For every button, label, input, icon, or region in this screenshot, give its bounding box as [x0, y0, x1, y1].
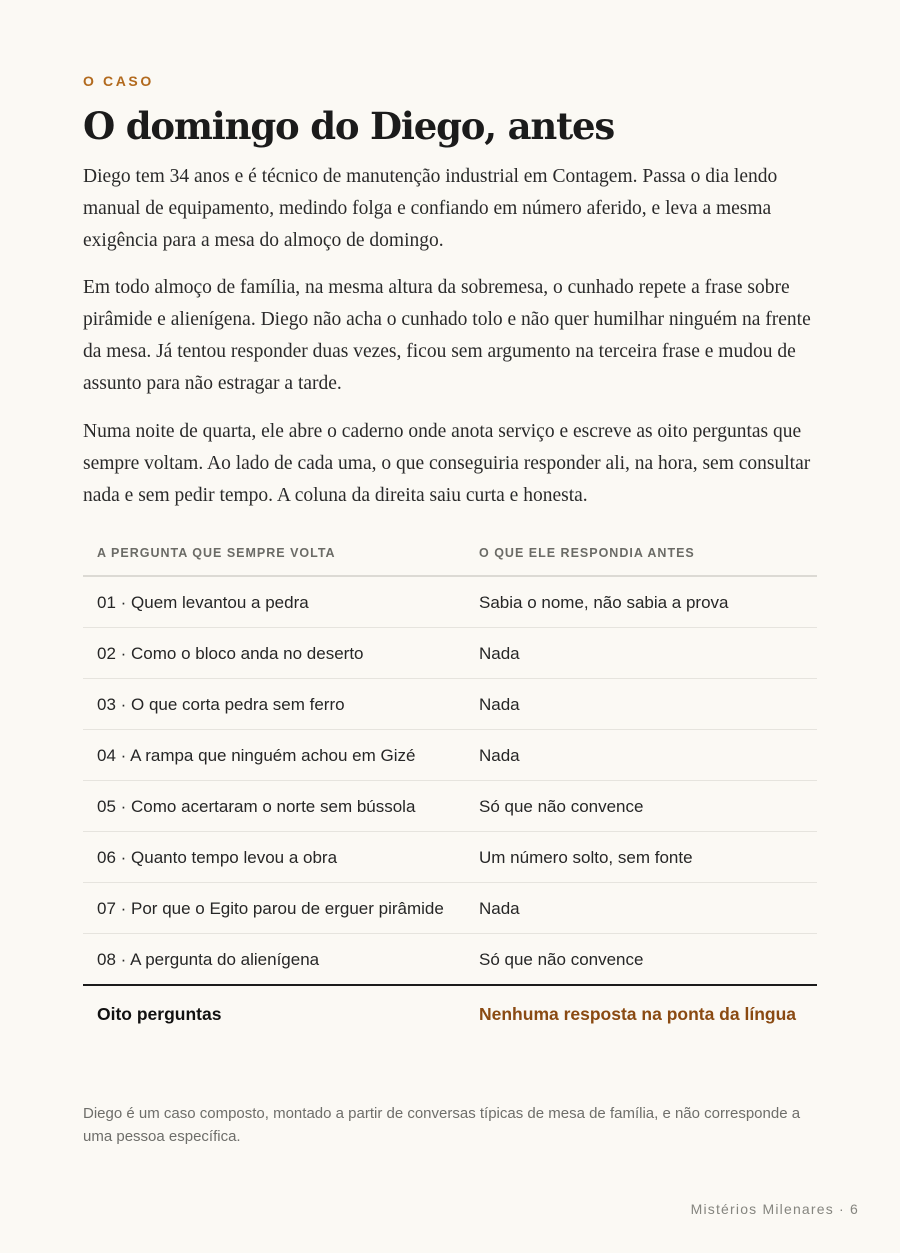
question-cell: 07 · Por que o Egito parou de erguer pirâmide	[83, 883, 465, 934]
table-row	[83, 628, 817, 679]
paragraph-family-lunch: Em todo almoço de família, na mesma altura da sobremesa, o cunhado repete a frase sobre pirâmide e alienígena. Diego não acha o cunhado tolo e não quer humilhar ninguém na frente da mesa. Já tentou responder duas vezes, ficou sem argumento na terceira frase e mudou de assunto para não estragar a tarde.	[83, 277, 811, 394]
paragraph-notebook: Numa noite de quarta, ele abre o caderno onde anota serviço e escreve as oito perguntas que sempre voltam. Ao lado de cada uma, o que conseguiria responder ali, na hora, sem consultar nada e sem pedir tempo. A coluna da direita saiu curta e honesta.	[83, 421, 811, 506]
answer-cell: Nada	[465, 730, 817, 781]
composite-case-note: Diego é um caso composto, montado a partir de conversas típicas de mesa de família, e não corresponde a uma pessoa específica.	[83, 1105, 801, 1145]
column-header-answer: O QUE ELE RESPONDIA ANTES	[465, 531, 817, 576]
paragraph-intro: Diego tem 34 anos e é técnico de manutenção industrial em Contagem. Passa o dia lendo manual de equipamento, medindo folga e confiando em número aferido, e leva a mesma exigência para a mesa do almoço de domingo.	[83, 166, 778, 251]
answer-cell: Só que não convence	[465, 934, 817, 986]
answer-cell: Sabia o nome, não sabia a prova	[465, 576, 817, 628]
question-cell: 03 · O que corta pedra sem ferro	[83, 679, 465, 730]
question-cell: 06 · Quanto tempo levou a obra	[83, 832, 465, 883]
question-cell: 04 · A rampa que ninguém achou em Gizé	[83, 730, 465, 781]
question-cell: 05 · Como acertaram o norte sem bússola	[83, 781, 465, 832]
table-row	[83, 679, 817, 730]
column-header-question: A PERGUNTA QUE SEMPRE VOLTA	[83, 531, 465, 576]
table-row	[83, 730, 817, 781]
question-cell: 02 · Como o bloco anda no deserto	[83, 628, 465, 679]
table-row	[83, 576, 817, 628]
table-header-row	[83, 531, 817, 576]
total-label: Oito perguntas	[97, 1004, 222, 1024]
answer-cell: Nada	[465, 679, 817, 730]
table-row	[83, 781, 817, 832]
section-eyebrow: O CASO	[83, 73, 154, 89]
answer-cell: Nada	[465, 883, 817, 934]
answer-cell: Nada	[465, 628, 817, 679]
table-row	[83, 934, 817, 986]
total-value: Nenhuma resposta na ponta da língua	[479, 1004, 796, 1024]
page-footer: Mistérios Milenares · 6	[690, 1201, 859, 1217]
answer-cell: Só que não convence	[465, 781, 817, 832]
page-title: O domingo do Diego, antes	[83, 104, 614, 148]
answer-cell: Um número solto, sem fonte	[465, 832, 817, 883]
table-row	[83, 832, 817, 883]
table-total-row	[83, 985, 817, 1040]
question-cell: 01 · Quem levantou a pedra	[83, 576, 465, 628]
questions-table	[83, 531, 817, 1040]
question-cell: 08 · A pergunta do alienígena	[83, 934, 465, 986]
table-row	[83, 883, 817, 934]
